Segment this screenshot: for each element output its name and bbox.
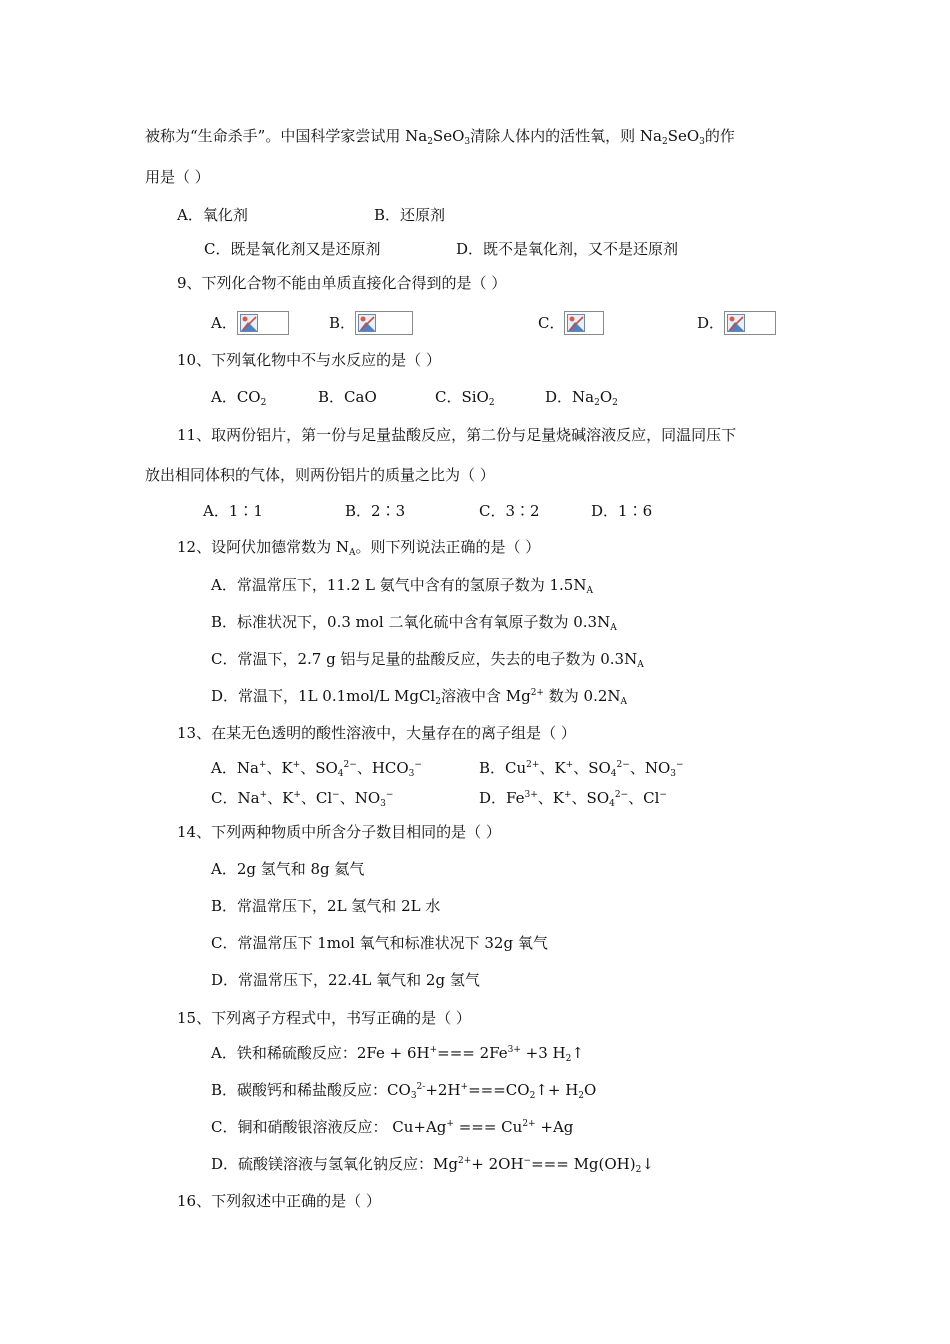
q8-text: SeO bbox=[432, 127, 465, 145]
subscript: 2 bbox=[260, 398, 267, 408]
broken-image-placeholder bbox=[564, 311, 604, 335]
option-text: B．碳酸钙和稀盐酸反应：CO bbox=[211, 1081, 411, 1099]
option-text: 数为 0.2N bbox=[543, 687, 621, 705]
option-text: D．硫酸镁溶液与氢氧化钠反应：Mg bbox=[211, 1155, 458, 1173]
q11-stem-line2: 放出相同体积的气体，则两份铝片的质量之比为（ ） bbox=[145, 466, 495, 484]
q8-text: 的作 bbox=[704, 127, 735, 145]
option-text: +2H bbox=[425, 1081, 461, 1099]
superscript: − bbox=[414, 760, 422, 770]
q8-stem-line2: 用是（ ） bbox=[145, 168, 210, 186]
superscript: + bbox=[258, 760, 267, 770]
option-text: C．铜和硝酸银溶液反应： Cu+Ag bbox=[211, 1118, 447, 1136]
q8-text: 清除人体内的活性氧，则 Na bbox=[470, 127, 662, 145]
option-text: 、Cl bbox=[300, 789, 333, 807]
q11-option-b: B．2∶3 bbox=[345, 502, 406, 520]
broken-image-icon bbox=[240, 314, 258, 332]
subscript: 3 bbox=[699, 137, 705, 147]
subscript: 2 bbox=[435, 697, 441, 707]
superscript: 3+ bbox=[524, 790, 538, 800]
subscript: 2 bbox=[635, 1165, 642, 1175]
q13-stem: 13、在某无色透明的酸性溶液中，大量存在的离子组是（ ） bbox=[177, 724, 576, 742]
q15-option-c bbox=[211, 1117, 573, 1137]
q14-option-c: C．常温常压下 1mol 氧气和标准状况下 32g 氧气 bbox=[211, 934, 548, 952]
subscript: 2 bbox=[594, 398, 600, 408]
q10-option-c bbox=[435, 387, 495, 407]
q9-stem: 9、下列化合物不能由单质直接化合得到的是（ ） bbox=[177, 274, 507, 292]
superscript: − bbox=[675, 760, 684, 770]
option-text: B．Cu bbox=[479, 759, 527, 777]
q12-text: 12、设阿伏加德常数为 N bbox=[177, 538, 349, 556]
superscript: 2+ bbox=[522, 1119, 536, 1129]
option-text: ↑+ H bbox=[535, 1081, 579, 1099]
option-text: +3 H bbox=[520, 1044, 566, 1062]
option-text: 、Cl bbox=[628, 789, 660, 807]
option-label: C． bbox=[538, 314, 565, 332]
q15-option-b bbox=[211, 1080, 596, 1100]
superscript: 3+ bbox=[507, 1045, 521, 1055]
q10-stem: 10、下列氧化物中不与水反应的是（ ） bbox=[177, 351, 441, 369]
option-text: 、SO bbox=[571, 789, 610, 807]
superscript: + bbox=[565, 760, 574, 770]
superscript: 2− bbox=[616, 760, 630, 770]
option-text: 、K bbox=[539, 759, 566, 777]
option-text: B．标准状况下，0.3 mol 二氧化硫中含有氧原子数为 0.3N bbox=[211, 613, 611, 631]
option-text: 、SO bbox=[573, 759, 611, 777]
q12-option-c bbox=[211, 649, 644, 669]
q8-text: SeO bbox=[667, 127, 700, 145]
q8-option-a: A．氧化剂 bbox=[177, 206, 248, 224]
option-text: === Mg(OH) bbox=[531, 1155, 636, 1173]
subscript: 3 bbox=[410, 1091, 417, 1101]
subscript: 4 bbox=[337, 769, 344, 779]
superscript: 2+ bbox=[458, 1156, 472, 1166]
option-text: A．Na bbox=[211, 759, 259, 777]
subscript: 3 bbox=[464, 137, 471, 147]
q10-option-a bbox=[211, 387, 266, 407]
q12-option-a bbox=[211, 575, 593, 595]
superscript: + bbox=[429, 1045, 438, 1055]
superscript: + bbox=[564, 790, 572, 800]
q8-option-b: B．还原剂 bbox=[374, 206, 446, 224]
subscript: 4 bbox=[610, 769, 617, 779]
subscript: A bbox=[610, 623, 617, 633]
q14-option-b: B．常温常压下，2L 氢气和 2L 水 bbox=[211, 897, 441, 915]
q9-option-c bbox=[538, 311, 604, 335]
q11-stem-line1: 11、取两份铝片，第一份与足量盐酸反应，第二份与足量烧碱溶液反应，同温同压下 bbox=[177, 426, 737, 444]
option-text: ↓ bbox=[641, 1155, 654, 1173]
subscript: A bbox=[637, 660, 644, 670]
option-text: 溶液中含 Mg bbox=[440, 687, 531, 705]
superscript: + bbox=[460, 1082, 469, 1092]
option-text: +Ag bbox=[535, 1118, 574, 1136]
subscript: 3 bbox=[408, 769, 415, 779]
superscript: + bbox=[259, 790, 268, 800]
option-text: A．铁和稀硫酸反应：2Fe + 6H bbox=[211, 1044, 430, 1062]
q15-stem: 15、下列离子方程式中，书写正确的是（ ） bbox=[177, 1009, 471, 1027]
option-text: 、SO bbox=[300, 759, 338, 777]
subscript: 2 bbox=[488, 398, 495, 408]
q14-option-a: A．2g 氢气和 8g 氦气 bbox=[211, 860, 365, 878]
option-label: A． bbox=[211, 314, 237, 332]
option-text: 、K bbox=[537, 789, 564, 807]
superscript: 2− bbox=[343, 760, 357, 770]
option-label: B． bbox=[329, 314, 356, 332]
q8-option-d: D．既不是氧化剂，又不是还原剂 bbox=[456, 240, 679, 258]
superscript: 2- bbox=[416, 1082, 426, 1092]
option-text: ↑ bbox=[571, 1044, 584, 1062]
subscript: 2 bbox=[565, 1054, 572, 1064]
option-text: 、K bbox=[266, 759, 293, 777]
superscript: 2− bbox=[614, 790, 629, 800]
superscript: 2+ bbox=[526, 760, 540, 770]
option-text: 、NO bbox=[629, 759, 671, 777]
q8-text: 被称为“生命杀手”。中国科学家尝试用 Na bbox=[145, 127, 428, 145]
superscript: − bbox=[659, 790, 667, 800]
option-text: D．Na bbox=[545, 388, 595, 406]
q14-option-d: D．常温常压下，22.4L 氧气和 2g 氢气 bbox=[211, 971, 480, 989]
q13-option-d bbox=[479, 788, 667, 808]
subscript: 2 bbox=[612, 398, 618, 408]
subscript: A bbox=[620, 697, 628, 707]
option-text: + 2OH bbox=[471, 1155, 524, 1173]
broken-image-icon bbox=[567, 314, 585, 332]
broken-image-placeholder bbox=[355, 311, 413, 335]
q8-stem-line1 bbox=[145, 126, 735, 146]
subscript: 4 bbox=[609, 799, 615, 809]
option-text: 、NO bbox=[339, 789, 381, 807]
subscript: A bbox=[348, 548, 356, 558]
superscript: − bbox=[332, 790, 340, 800]
q12-option-d bbox=[211, 686, 627, 706]
q12-text: 。则下列说法正确的是（ ） bbox=[355, 538, 541, 556]
q12-stem bbox=[177, 537, 540, 557]
broken-image-icon bbox=[358, 314, 376, 332]
subscript: 3 bbox=[670, 769, 676, 779]
subscript: A bbox=[586, 586, 593, 596]
option-text: ===CO bbox=[468, 1081, 530, 1099]
subscript: 2 bbox=[427, 137, 433, 147]
q11-option-a: A．1∶1 bbox=[203, 502, 263, 520]
option-label: D． bbox=[697, 314, 725, 332]
q9-option-b bbox=[329, 311, 413, 335]
q13-option-b bbox=[479, 758, 684, 778]
superscript: + bbox=[292, 760, 301, 770]
superscript: − bbox=[385, 790, 394, 800]
superscript: 2+ bbox=[530, 688, 544, 698]
q9-option-d bbox=[697, 311, 776, 335]
broken-image-placeholder bbox=[237, 311, 289, 335]
q11-option-d: D．1∶6 bbox=[591, 502, 653, 520]
option-text: D．常温下，1L 0.1mol/L MgCl bbox=[211, 687, 436, 705]
broken-image-placeholder bbox=[724, 311, 776, 335]
q11-option-c: C．3∶2 bbox=[479, 502, 540, 520]
option-text: O bbox=[599, 388, 613, 406]
option-text: D．Fe bbox=[479, 789, 525, 807]
option-text: A．CO bbox=[211, 388, 261, 406]
q12-option-b bbox=[211, 612, 617, 632]
option-text: === Cu bbox=[453, 1118, 523, 1136]
q13-option-c bbox=[211, 788, 393, 808]
option-text: C．Na bbox=[211, 789, 260, 807]
q15-option-a bbox=[211, 1043, 584, 1063]
option-text: C．常温下，2.7 g 铝与足量的盐酸反应，失去的电子数为 0.3N bbox=[211, 650, 638, 668]
q15-option-d bbox=[211, 1154, 654, 1174]
subscript: 2 bbox=[529, 1091, 536, 1101]
superscript: − bbox=[523, 1156, 532, 1166]
subscript: 2 bbox=[578, 1091, 585, 1101]
superscript: + bbox=[446, 1119, 454, 1129]
option-text: A．常温常压下，11.2 L 氨气中含有的氢原子数为 1.5N bbox=[211, 576, 587, 594]
q13-option-a bbox=[211, 758, 422, 778]
broken-image-icon bbox=[727, 314, 745, 332]
subscript: 2 bbox=[661, 137, 668, 147]
option-text: === 2Fe bbox=[437, 1044, 508, 1062]
option-text: 、HCO bbox=[356, 759, 409, 777]
superscript: + bbox=[293, 790, 301, 800]
q10-option-b: B．CaO bbox=[318, 388, 377, 406]
q8-option-c: C．既是氧化剂又是还原剂 bbox=[204, 240, 381, 258]
q14-stem: 14、下列两种物质中所含分子数目相同的是（ ） bbox=[177, 823, 501, 841]
q16-stem: 16、下列叙述中正确的是（ ） bbox=[177, 1192, 381, 1210]
q9-option-a bbox=[211, 311, 289, 335]
option-text: C．SiO bbox=[435, 388, 489, 406]
subscript: 3 bbox=[380, 799, 386, 809]
q10-option-d bbox=[545, 387, 618, 407]
option-text: 、K bbox=[267, 789, 294, 807]
option-text: O bbox=[584, 1081, 597, 1099]
